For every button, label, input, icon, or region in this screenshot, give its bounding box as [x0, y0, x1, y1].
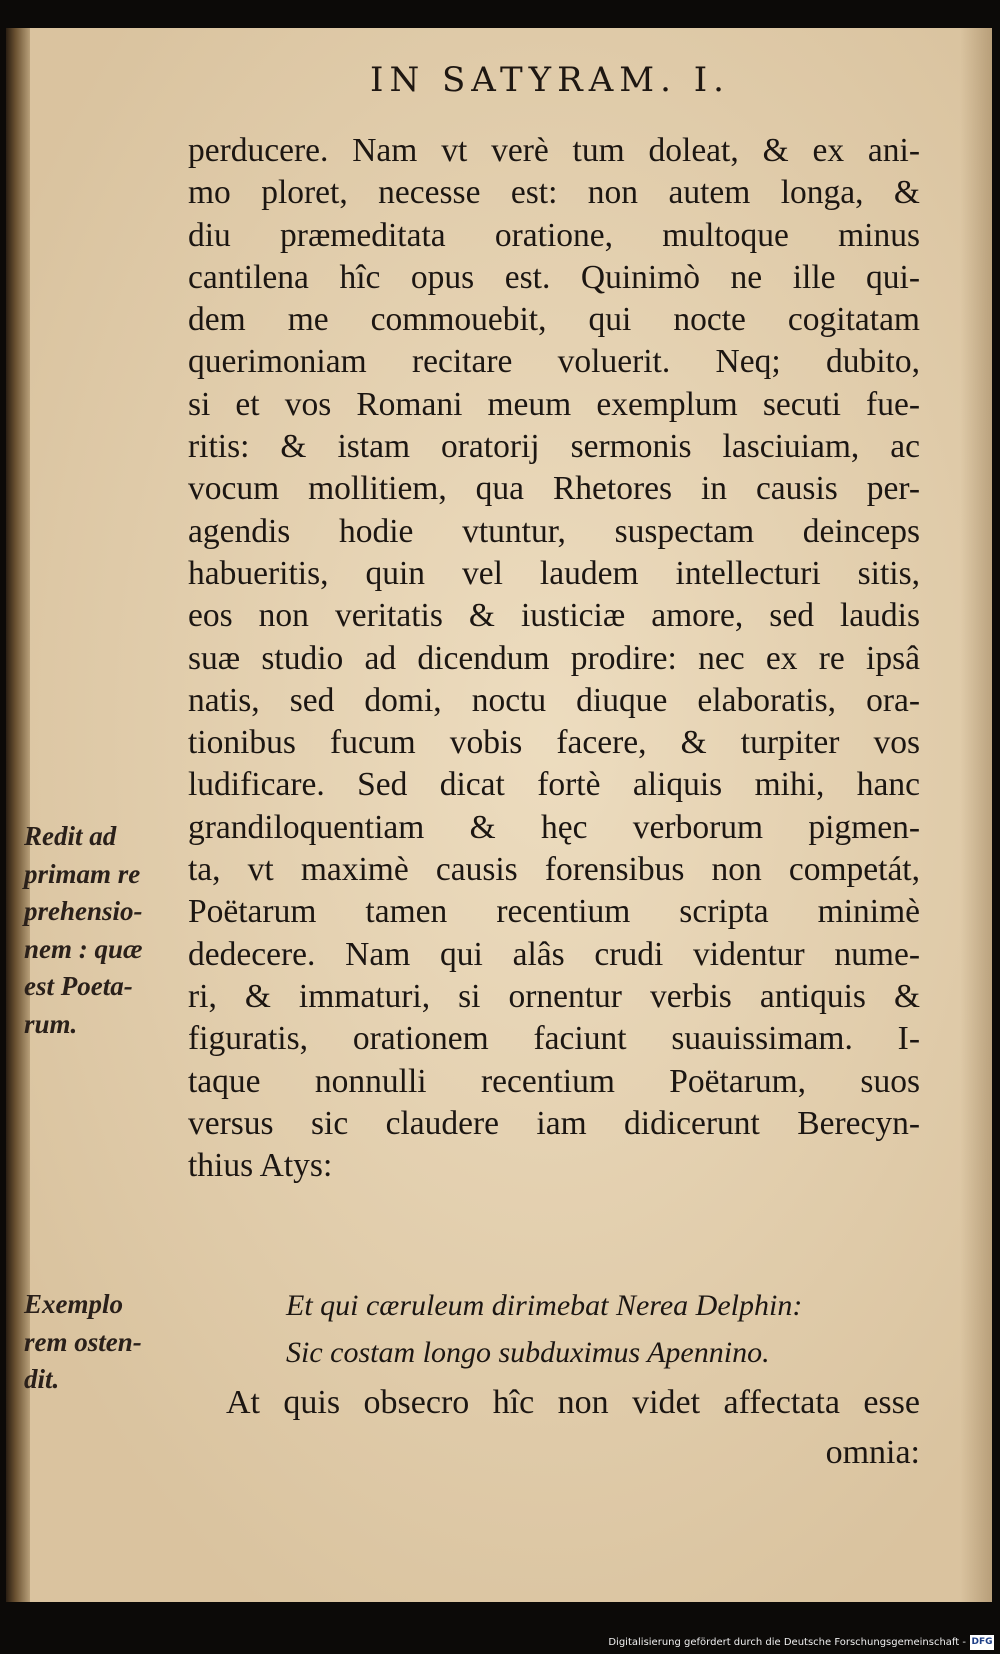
text-line: agendis hodie vtuntur, suspectam deinceps — [188, 512, 920, 550]
text-line: natis, sed domi, noctu diuque elaboratis, ora- — [188, 681, 920, 719]
text-line: diu præmeditata oratione, multoque minus — [188, 216, 920, 254]
margin-note-line: rum. — [24, 1008, 78, 1039]
main-text-block — [188, 130, 920, 1187]
verse-line: Et qui cæruleum dirimebat Nerea Delphin: — [286, 1289, 803, 1322]
text-line: ri, & immaturi, si ornentur verbis antiquis & — [188, 977, 920, 1015]
text-line: querimoniam recitare voluerit. Neq; dubito, — [188, 343, 920, 381]
text-line: suæ studio ad dicendum prodire: nec ex re ipsâ — [188, 639, 920, 677]
funding-credit: Digitalisierung gefördert durch die Deutsche Forschungsgemeinschaft - — [608, 1637, 966, 1648]
text-line: vocum mollitiem, qua Rhetores in causis per- — [188, 470, 920, 508]
text-line: taque nonnulli recentium Poëtarum, suos — [188, 1062, 920, 1100]
margin-note-line: Exemplo — [24, 1289, 123, 1319]
text-line: Poëtarum tamen recentium scripta minimè — [188, 893, 920, 931]
margin-note-2 — [24, 1286, 194, 1399]
margin-note-line: prehensio- — [24, 896, 143, 926]
text-line: dem me commouebit, qui nocte cogitatam — [188, 301, 920, 339]
text-line: ritis: & istam oratorij sermonis lasciuiam, ac — [188, 428, 920, 466]
verse-line: Sic costam longo subduximus Apennino. — [286, 1336, 770, 1369]
text-line: thius Atys: — [188, 1147, 333, 1185]
text-line: versus sic claudere iam didicerunt Berecyn- — [188, 1104, 920, 1142]
catchword-line: omnia: — [825, 1434, 920, 1471]
margin-note-line: primam re — [24, 858, 141, 889]
text-line: grandiloquentiam & hęc verborum pigmen- — [188, 808, 920, 846]
margin-note-line: dit. — [24, 1364, 60, 1394]
text-line: mo ploret, necesse est: non autem longa, & — [188, 174, 920, 212]
text-line: perducere. Nam vt verè tum doleat, & ex ani- — [188, 132, 920, 169]
margin-note-line: nem : quæ — [24, 933, 143, 964]
text-line: si et vos Romani meum exemplum secuti fue- — [188, 385, 920, 423]
page-edge-shadow — [960, 28, 992, 1602]
verse-quotation — [286, 1282, 926, 1376]
text-line: tionibus fucum vobis facere, & turpiter vos — [188, 724, 920, 762]
text-line: dedecere. Nam qui alâs crudi videntur nume- — [188, 935, 920, 973]
running-header: IN SATYRAM. I. — [370, 60, 730, 100]
text-line: cantilena hîc opus est. Quinimò ne ille qui- — [188, 258, 920, 296]
margin-note-line: Redit ad — [24, 821, 117, 851]
text-line: At quis obsecro hîc non videt affectata esse — [226, 1384, 920, 1421]
closing-text-block — [226, 1378, 920, 1478]
text-line: eos non veritatis & iusticiæ amore, sed laudis — [188, 597, 920, 635]
margin-note-line: rem osten- — [24, 1326, 142, 1357]
text-line: ludificare. Sed dicat fortè aliquis mihi, hanc — [188, 766, 920, 804]
dfg-logo-icon: DFG — [970, 1635, 994, 1650]
text-line: ta, vt maximè causis forensibus non competát, — [188, 851, 920, 889]
margin-note-1 — [24, 818, 194, 1043]
margin-note-line: est Poeta- — [24, 971, 133, 1001]
text-line: figuratis, orationem faciunt suauissimam. I- — [188, 1020, 920, 1058]
text-line: habueritis, quin vel laudem intellecturi sitis, — [188, 554, 920, 592]
